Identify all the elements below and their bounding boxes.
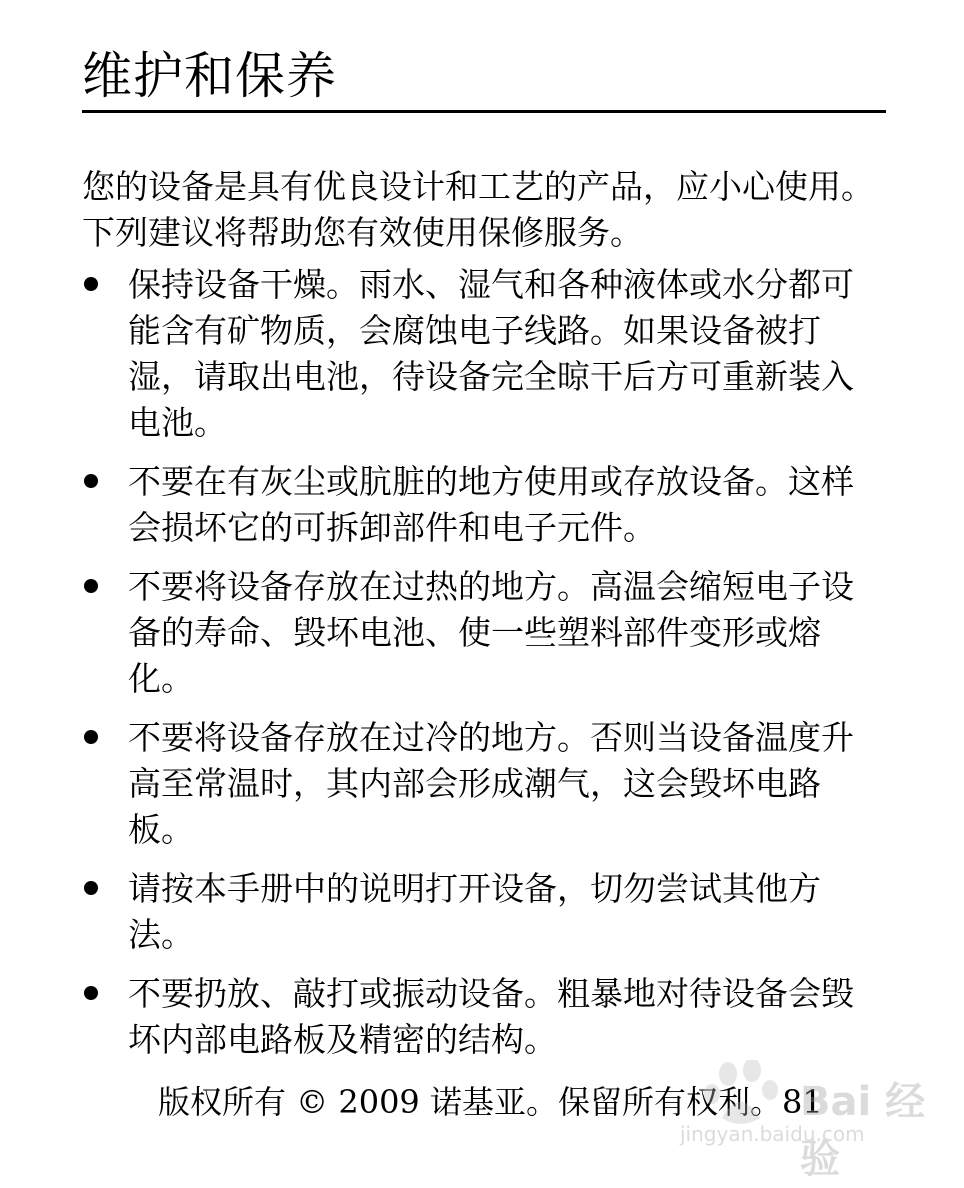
- title-underline: [82, 110, 886, 113]
- list-item: [82, 866, 886, 958]
- page-title: 维护和保养: [82, 47, 337, 105]
- list-item-text: 不要将设备存放在过冷的地方。否则当设备温度升高至常温时，其内部会形成潮气，这会毁坏电路板。: [128, 718, 854, 849]
- copyright-footer: 版权所有 © 2009 诺基亚。保留所有权利。81: [158, 1083, 823, 1121]
- bullet-icon: [84, 881, 98, 895]
- list-item: [82, 262, 886, 446]
- list-item-text: 请按本手册中的说明打开设备，切勿尝试其他方法。: [128, 869, 821, 954]
- bullet-icon: [84, 474, 98, 488]
- watermark-url: jingyan.baidu.com: [680, 1122, 865, 1146]
- list-item-text: 不要将设备存放在过热的地方。高温会缩短电子设备的寿命、毁坏电池、使一些塑料部件变形或熔化。: [128, 567, 854, 698]
- care-tips-list: [82, 262, 886, 1076]
- bullet-icon: [84, 579, 98, 593]
- list-item: [82, 564, 886, 702]
- paw-icon: [700, 1060, 800, 1130]
- list-item-text: 保持设备干燥。雨水、湿气和各种液体或水分都可能含有矿物质，会腐蚀电子线路。如果设备被打湿，请取出电池，待设备完全晾干后方可重新装入电池。: [128, 265, 854, 442]
- intro-paragraph: 您的设备是具有优良设计和工艺的产品，应小心使用。下列建议将帮助您有效使用保修服务。: [82, 167, 874, 252]
- bullet-icon: [84, 277, 98, 291]
- list-item-text: 不要在有灰尘或肮脏的地方使用或存放设备。这样会损坏它的可拆卸部件和电子元件。: [128, 462, 854, 547]
- list-item: [82, 459, 886, 551]
- baidu-watermark: [680, 1040, 930, 1182]
- bullet-icon: [84, 730, 98, 744]
- list-item-text: 不要扔放、敲打或振动设备。粗暴地对待设备会毁坏内部电路板及精密的结构。: [128, 974, 854, 1059]
- list-item: [82, 715, 886, 853]
- bullet-icon: [84, 986, 98, 1000]
- watermark-brand: Bai 经验: [800, 1079, 926, 1182]
